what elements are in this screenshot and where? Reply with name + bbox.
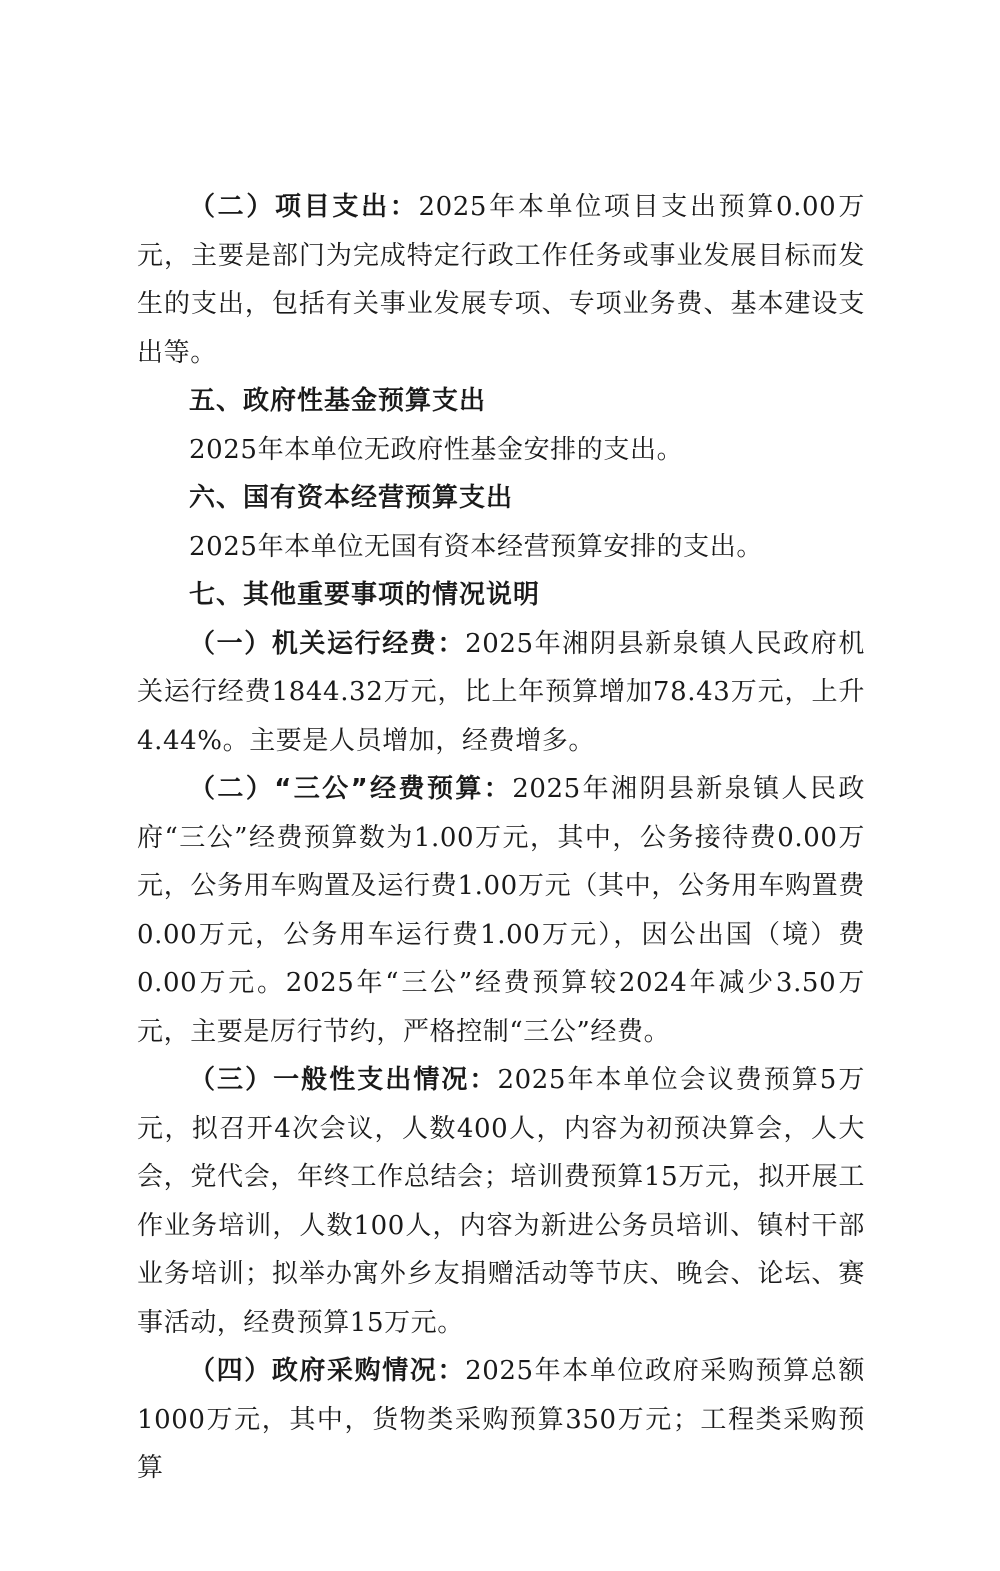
paragraph-text: 2025年湘阴县新泉镇人民政府“三公”经费预算数为1.00万元，其中，公务接待费0.00万元，公务用车购置及运行费1.00万元（其中，公务用车购置费0.00万元，公务用车运行费1.00万元），因公出国（境）费0.00万元。2025年“三公”经费预算较2024年减少3.50万元，主要是厉行节约，严格控制“三公”经费。 <box>137 774 865 1047</box>
paragraph-lead: （三）一般性支出情况： <box>189 1065 498 1095</box>
heading-government-fund: 五、政府性基金预算支出 <box>189 386 487 416</box>
paragraph-text: 2025年本单位无国有资本经营预算安排的支出。 <box>189 531 763 562</box>
paragraph-lead: （二）项目支出： <box>189 192 419 222</box>
heading-other-matters: 七、其他重要事项的情况说明 <box>189 580 541 610</box>
paragraph-three-public-expenses <box>137 765 865 1056</box>
paragraph-project-expenditure <box>137 183 865 377</box>
paragraph-lead: （四）政府采购情况： <box>189 1356 466 1386</box>
paragraph-lead: （二）“三公”经费预算： <box>189 774 513 804</box>
document-body <box>137 183 865 1493</box>
paragraph-general-expenditure <box>137 1056 865 1347</box>
paragraph-text: 2025年本单位无政府性基金安排的支出。 <box>189 434 684 465</box>
paragraph-text: 2025年本单位会议费预算5万元，拟召开4次会议，人数400人，内容为初预决算会，人大会，党代会，年终工作总结会；培训费预算15万元，拟开展工作业务培训，人数100人，内容为新进公务员培训、镇村干部业务培训；拟举办寓外乡友捐赠活动等节庆、晚会、论坛、赛事活动，经费预算15万元。 <box>137 1065 865 1338</box>
paragraph-text: 2025年本单位项目支出预算0.00万元，主要是部门为完成特定行政工作任务或事业发展目标而发生的支出，包括有关事业发展专项、专项业务费、基本建设支出等。 <box>137 192 865 368</box>
paragraph-operating-expenses <box>137 620 865 766</box>
paragraph-lead: （一）机关运行经费： <box>189 628 466 659</box>
paragraph-text: 2025年湘阴县新泉镇人民政府机关运行经费1844.32万元，比上年预算增加78.43万元，上升4.44%。主要是人员增加，经费增多。 <box>137 628 865 756</box>
paragraph-text: 2025年本单位政府采购预算总额1000万元，其中，货物类采购预算350万元；工程类采购预算 <box>137 1356 865 1483</box>
paragraph-state-capital <box>137 523 865 572</box>
heading-state-capital: 六、国有资本经营预算支出 <box>189 483 514 513</box>
paragraph-government-fund <box>137 426 865 475</box>
paragraph-government-procurement <box>137 1347 865 1493</box>
